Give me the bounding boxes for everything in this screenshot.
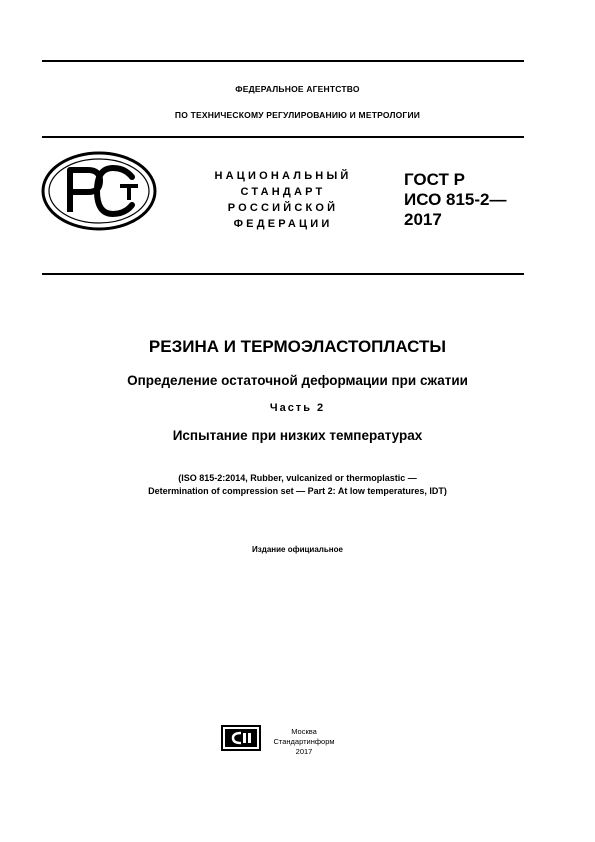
standard-type-line: РОССИЙСКОЙ <box>227 202 339 214</box>
document-part: Часть 2 <box>269 402 326 414</box>
agency-divider <box>42 136 524 138</box>
agency-line-1: ФЕДЕРАЛЬНОЕ АГЕНТСТВО <box>235 84 360 94</box>
gost-designation-line: ИСО 815-2— <box>404 190 507 209</box>
iso-reference-line-2: Determination of compression set — Part 2: At low temperatures, IDT) <box>148 486 447 496</box>
rst-certification-logo-icon <box>40 150 158 232</box>
standard-type-block <box>198 168 368 232</box>
gost-designation-line: ГОСТ Р <box>404 170 465 189</box>
publisher-year: 2017 <box>295 747 313 756</box>
standard-type-line: СТАНДАРТ <box>240 186 326 198</box>
document-subtitle: Определение остаточной деформации при сжатии <box>127 373 468 388</box>
document-title: РЕЗИНА И ТЕРМОЭЛАСТОПЛАСТЫ <box>148 337 447 356</box>
top-rule <box>42 60 524 62</box>
standard-type-line: НАЦИОНАЛЬНЫЙ <box>214 170 352 182</box>
document-part-title: Испытание при низких температурах <box>172 428 423 443</box>
standartinform-logo-icon <box>221 725 261 751</box>
standard-type-line: ФЕДЕРАЦИИ <box>233 218 333 230</box>
gost-designation-line: 2017 <box>404 210 442 229</box>
publisher-name: Стандартинформ <box>273 737 335 746</box>
agency-line-2: ПО ТЕХНИЧЕСКОМУ РЕГУЛИРОВАНИЮ И МЕТРОЛОГИИ <box>174 110 421 120</box>
header-divider <box>42 273 524 275</box>
publisher-block <box>264 727 344 757</box>
publisher-city: Москва <box>291 727 317 736</box>
gost-designation <box>404 170 534 230</box>
edition-note: Издание официальное <box>252 545 343 554</box>
iso-reference-line-1: (ISO 815-2:2014, Rubber, vulcanized or thermoplastic — <box>178 473 417 483</box>
